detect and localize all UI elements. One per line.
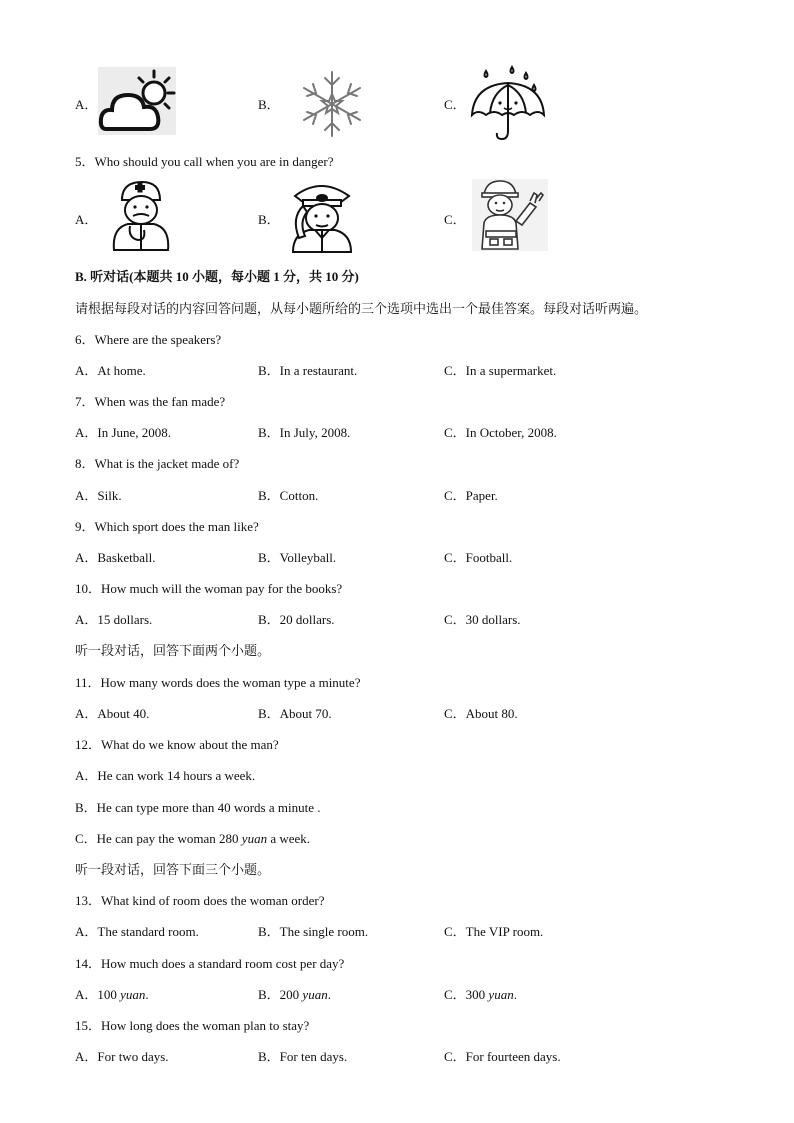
q12-option-a: A．He can work 14 hours a week. <box>75 768 256 783</box>
q8-option-b: B．Cotton. <box>258 488 319 503</box>
q12-option-c-post: a week. <box>267 831 311 846</box>
q9-option-b: B．Volleyball. <box>258 550 337 565</box>
question-14-text: 14．How much does a standard room cost per day? <box>75 956 345 971</box>
q11-option-b: B．About 70. <box>258 706 332 721</box>
q13-option-a: A．The standard room. <box>75 924 199 939</box>
q11-option-c: C．About 80. <box>444 706 518 721</box>
q4-option-c-label: C． <box>444 97 466 112</box>
q9-option-c: C．Football. <box>444 550 513 565</box>
question-13-text: 13．What kind of room does the woman order? <box>75 893 325 908</box>
q5-option-b-label: B． <box>258 212 280 227</box>
q12-option-c-yuan: yuan <box>241 831 268 846</box>
q10-option-c: C．30 dollars. <box>444 612 521 627</box>
umbrella-icon <box>468 63 550 143</box>
q6-option-c: C．In a supermarket. <box>444 363 557 378</box>
q14-option-c <box>444 984 517 1003</box>
q15-option-b: B．For ten days. <box>258 1049 348 1064</box>
question-5-text: 5．Who should you call when you are in danger? <box>75 154 334 169</box>
q12-option-c-pre: C．He can pay the woman 280 <box>75 831 242 846</box>
q14-option-a-post: . <box>145 987 149 1002</box>
q9-option-a: A．Basketball. <box>75 550 156 565</box>
q5-option-c-label: C． <box>444 212 466 227</box>
question-10-text: 10．How much will the woman pay for the books? <box>75 581 343 596</box>
q14-option-b-pre: B．200 <box>258 987 303 1002</box>
police-officer-icon <box>285 178 359 254</box>
q15-option-a: A．For two days. <box>75 1049 169 1064</box>
question-8-text: 8．What is the jacket made of? <box>75 456 240 471</box>
q8-option-c: C．Paper. <box>444 488 498 503</box>
q7-option-c: C．In October, 2008. <box>444 425 557 440</box>
q14-option-c-post: . <box>513 987 517 1002</box>
q15-option-c: C．For fourteen days. <box>444 1049 561 1064</box>
q13-option-c: C．The VIP room. <box>444 924 544 939</box>
q5-option-a-label: A． <box>75 212 98 227</box>
question-9-text: 9．Which sport does the man like? <box>75 519 259 534</box>
question-12-text: 12．What do we know about the man? <box>75 737 279 752</box>
q14-option-c-pre: C．300 <box>444 987 489 1002</box>
dialog-2-intro: 听一段对话，回答下面三个小题。 <box>75 862 271 877</box>
q12-option-b: B．He can type more than 40 words a minute . <box>75 800 321 815</box>
q7-option-b: B．In July, 2008. <box>258 425 351 440</box>
q7-option-a: A．In June, 2008. <box>75 425 172 440</box>
question-11-text: 11．How many words does the woman type a minute? <box>75 675 361 690</box>
q14-option-a-pre: A．100 <box>75 987 121 1002</box>
snowflake-icon <box>295 68 369 140</box>
q11-option-a: A．About 40. <box>75 706 150 721</box>
q14-option-a <box>75 984 149 1003</box>
question-6-text: 6．Where are the speakers? <box>75 332 222 347</box>
question-15-text: 15．How long does the woman plan to stay? <box>75 1018 310 1033</box>
builder-icon <box>472 179 548 251</box>
q10-option-a: A．15 dollars. <box>75 612 153 627</box>
q6-option-b: B．In a restaurant. <box>258 363 358 378</box>
q14-option-c-yuan: yuan <box>488 987 514 1002</box>
q13-option-b: B．The single room. <box>258 924 369 939</box>
q8-option-a: A．Silk. <box>75 488 122 503</box>
section-b-title: B. 听对话(本题共 10 小题，每小题 1 分，共 10 分) <box>75 269 359 284</box>
q14-option-b <box>258 984 331 1003</box>
q4-option-a-label: A． <box>75 97 98 112</box>
q6-option-a: A．At home. <box>75 363 146 378</box>
question-7-text: 7．When was the fan made? <box>75 394 226 409</box>
section-b-instruction: 请根据每段对话的内容回答问题，从每小题所给的三个选项中选出一个最佳答案。每段对话听两遍。 <box>75 301 648 316</box>
dialog-1-intro: 听一段对话，回答下面两个小题。 <box>75 643 271 658</box>
q4-option-b-label: B． <box>258 97 280 112</box>
q14-option-b-post: . <box>327 987 331 1002</box>
cloud-sun-icon <box>98 67 176 135</box>
q14-option-a-yuan: yuan <box>120 987 146 1002</box>
q10-option-b: B．20 dollars. <box>258 612 335 627</box>
q12-option-c <box>75 828 310 847</box>
q14-option-b-yuan: yuan <box>302 987 328 1002</box>
doctor-icon <box>108 178 172 252</box>
